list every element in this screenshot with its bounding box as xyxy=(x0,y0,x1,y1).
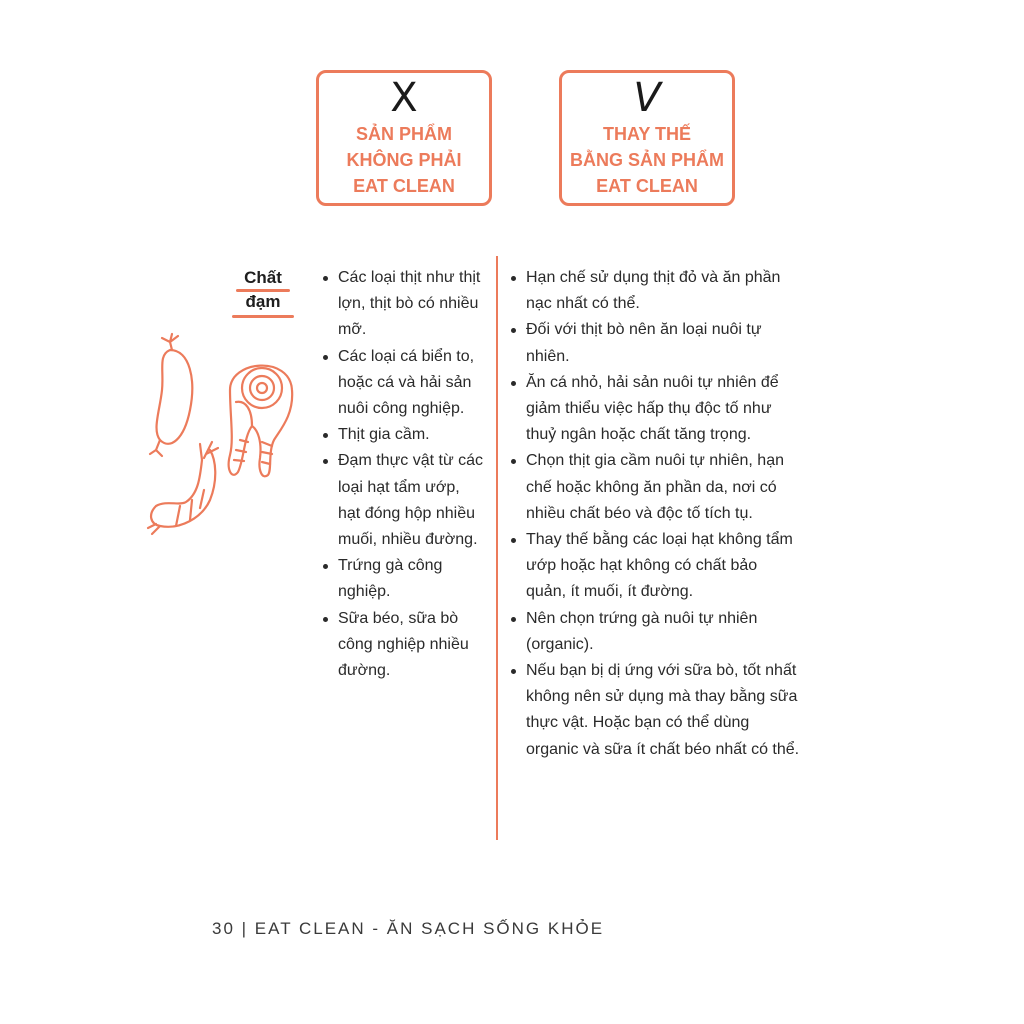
list-item: Trứng gà công nghiệp. xyxy=(323,553,483,605)
not-eat-clean-list xyxy=(323,265,483,684)
eat-clean-header-box xyxy=(559,70,735,206)
list-item: Đối với thịt bò nên ăn loại nuôi tự nhiên. xyxy=(511,317,801,369)
check-mark-icon: V xyxy=(633,75,661,121)
list-item: Thịt gia cầm. xyxy=(323,422,483,448)
not-eat-clean-title: SẢN PHẨM KHÔNG PHẢI EAT CLEAN xyxy=(346,124,462,196)
list-item: Đạm thực vật từ các loại hạt tẩm ướp, hạt đóng hộp nhiều muối, nhiều đường. xyxy=(323,448,483,553)
column-divider xyxy=(496,256,498,840)
x-mark-icon: X xyxy=(390,75,418,121)
list-item: Nếu bạn bị dị ứng với sữa bò, tốt nhất không nên sử dụng mà thay bằng sữa thực vật. Hoặc bạn có thể dùng organic và sữa ít chất béo nhất có thể. xyxy=(511,658,801,763)
eat-clean-title: THAY THẾ BẰNG SẢN PHẨM EAT CLEAN xyxy=(569,124,724,196)
list-item: Các loại thịt như thịt lợn, thịt bò có nhiều mỡ. xyxy=(323,265,483,344)
list-item: Ăn cá nhỏ, hải sản nuôi tự nhiên để giảm thiểu việc hấp thụ độc tố như thuỷ ngân hoặc chất tăng trọng. xyxy=(511,370,801,449)
section-label-protein: Chất đạm xyxy=(232,266,294,314)
not-eat-clean-header-box xyxy=(316,70,492,206)
page-footer: 30 | EAT CLEAN - ĂN SẠCH SỐNG KHỎE xyxy=(212,919,605,938)
list-item: Thay thế bằng các loại hạt không tẩm ướp hoặc hạt không có chất bảo quản, ít muối, ít đường. xyxy=(511,527,801,606)
list-item: Các loại cá biển to, hoặc cá và hải sản nuôi công nghiệp. xyxy=(323,344,483,423)
salmon-steak-icon xyxy=(229,366,292,477)
list-item: Nên chọn trứng gà nuôi tự nhiên (organic). xyxy=(511,606,801,658)
sausage-icon xyxy=(150,334,192,456)
eat-clean-list xyxy=(511,265,801,763)
list-item: Sữa béo, sữa bò công nghiệp nhiều đường. xyxy=(323,606,483,685)
list-item: Chọn thịt gia cầm nuôi tự nhiên, hạn chế hoặc không ăn phần da, nơi có nhiều chất béo và độc tố tích tụ. xyxy=(511,448,801,527)
protein-illustration xyxy=(140,330,310,540)
shrimp-icon xyxy=(148,442,218,534)
list-item: Hạn chế sử dụng thịt đỏ và ăn phần nạc nhất có thể. xyxy=(511,265,801,317)
